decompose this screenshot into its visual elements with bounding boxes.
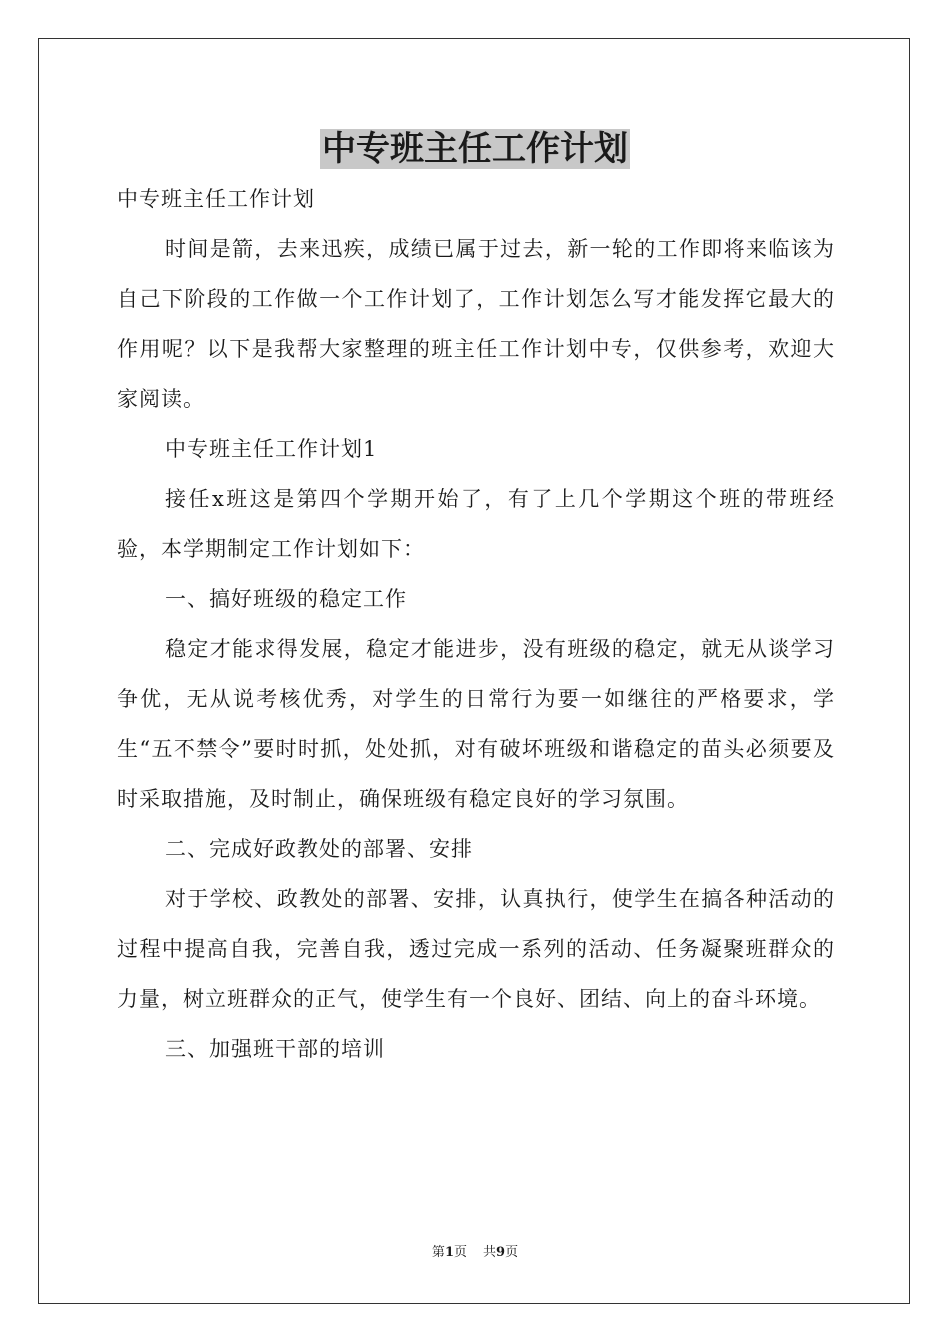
document-title-text: 中专班主任工作计划 [322,129,628,169]
page-number: 1 [444,1245,454,1260]
page-prefix: 第 [431,1245,445,1260]
paragraph: 稳定才能求得发展，稳定才能进步，没有班级的稳定，就无从谈学习争优，无从说考核优秀，对学生的日常行为要一如继往的严格要求，学生“五不禁令”要时时抓，处处抓，对有破坏班级和谐稳定的苗头必须要及时采取措施，及时制止，确保班级有稳定良好的学习氛围。 [117,637,835,811]
section-heading: 三、加强班干部的培训 [165,1037,385,1061]
section-heading: 一、搞好班级的稳定工作 [165,587,407,611]
document-body [117,174,835,1074]
total-prefix: 共 [483,1245,497,1260]
page-suffix: 页 [453,1245,467,1260]
paragraph: 时间是箭，去来迅疾，成绩已属于过去，新一轮的工作即将来临该为自己下阶段的工作做一个工作计划了，工作计划怎么写才能发挥它最大的作用呢？以下是我帮大家整理的班主任工作计划中专，仅供参考，欢迎大家阅读。 [117,237,835,411]
paragraph: 接任x班这是第四个学期开始了，有了上几个学期这个班的带班经验，本学期制定工作计划如下： [117,487,835,561]
paragraph: 中专班主任工作计划 [117,187,315,211]
total-suffix: 页 [505,1245,519,1260]
page-total: 9 [496,1245,506,1260]
document-title [0,126,950,172]
section-heading: 二、完成好政教处的部署、安排 [165,837,473,861]
section-heading: 中专班主任工作计划1 [165,437,378,461]
paragraph: 对于学校、政教处的部署、安排，认真执行，使学生在搞各种活动的过程中提高自我，完善自我，透过完成一系列的活动、任务凝聚班群众的力量，树立班群众的正气，使学生有一个良好、团结、向上的奋斗环境。 [117,887,835,1011]
page-footer [0,1243,950,1263]
